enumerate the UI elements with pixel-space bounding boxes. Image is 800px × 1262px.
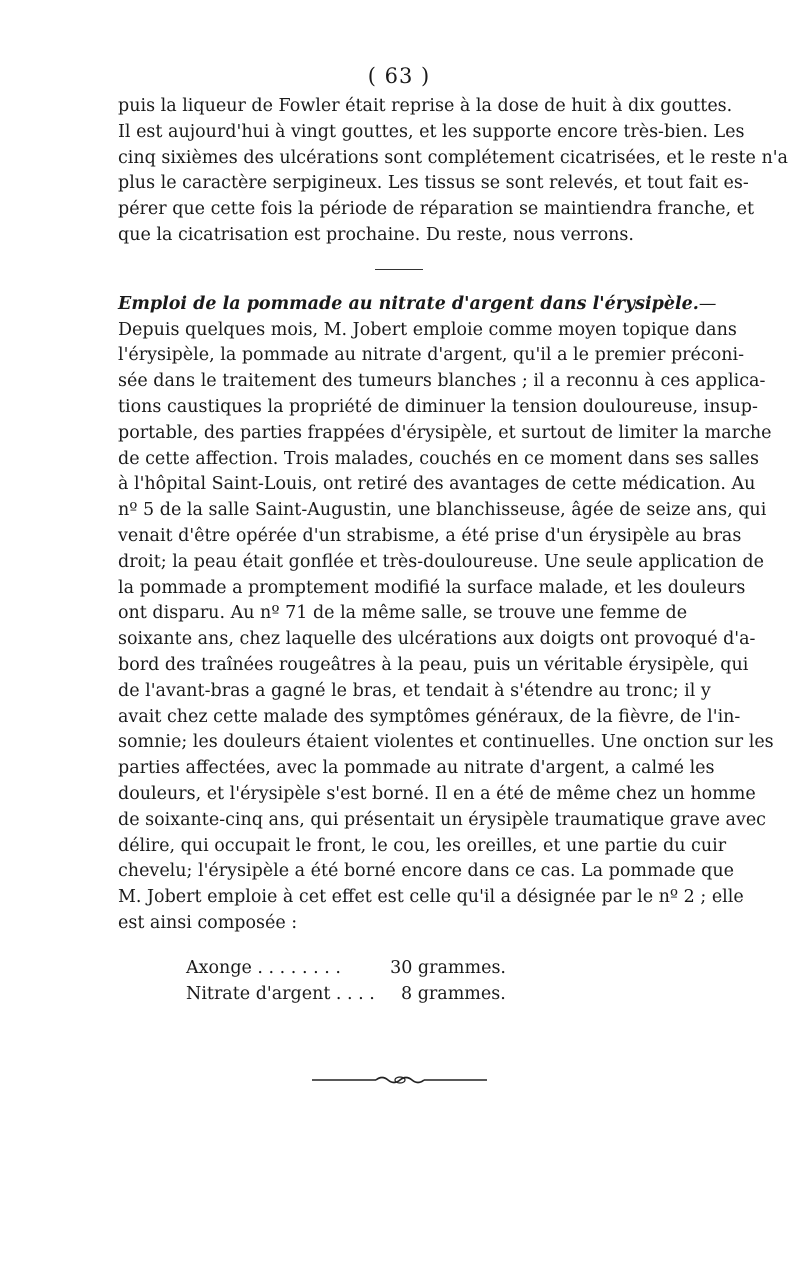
text-line: que la cicatrisation est prochaine. Du reste, nous verrons. bbox=[118, 224, 634, 245]
text-line: cinq sixièmes des ulcérations sont complétement cicatrisées, et le reste n'a bbox=[118, 147, 788, 168]
text-line: nº 5 de la salle Saint-Augustin, une blanchisseuse, âgée de seize ans, qui bbox=[118, 500, 767, 521]
text-line: chevelu; l'érysipèle a été borné encore dans ce cas. La pommade que bbox=[118, 861, 734, 882]
section-heading bbox=[118, 292, 717, 318]
formula-table bbox=[186, 955, 680, 1007]
text-line: parties affectées, avec la pommade au nitrate d'argent, a calmé les bbox=[118, 758, 715, 779]
text-line: Il est aujourd'hui à vingt gouttes, et les supporte encore très-bien. Les bbox=[118, 121, 745, 142]
text-line: douleurs, et l'érysipèle s'est borné. Il en a été de même chez un homme bbox=[118, 783, 756, 804]
text-line: portable, des parties frappées d'érysipèle, et surtout de limiter la marche bbox=[118, 422, 772, 443]
ingredient-quantity: 8 grammes. bbox=[401, 983, 506, 1004]
text-line: de cette affection. Trois malades, couchés en ce moment dans ses salles bbox=[118, 448, 759, 469]
text-line: droit; la peau était gonflée et très-douloureuse. Une seule application de bbox=[118, 551, 764, 572]
text-line: la pommade a promptement modifié la surface malade, et les douleurs bbox=[118, 577, 746, 598]
text-line: tions caustiques la propriété de diminuer la tension douloureuse, insup- bbox=[118, 396, 758, 417]
text-line: somnie; les douleurs étaient violentes et continuelles. Une onction sur les bbox=[118, 732, 774, 753]
text-line: pérer que cette fois la période de réparation se maintiendra franche, et bbox=[118, 199, 755, 220]
text-line: l'érysipèle, la pommade au nitrate d'argent, qu'il a le premier préconi- bbox=[118, 345, 745, 366]
section-title: Emploi de la pommade au nitrate d'argent dans l'érysipèle. bbox=[118, 293, 699, 314]
ingredient-name: Axonge . . . . . . . . bbox=[186, 957, 341, 978]
section-separator bbox=[375, 269, 423, 270]
section-dash: — bbox=[698, 293, 717, 314]
page bbox=[118, 62, 788, 1087]
formula-row bbox=[186, 981, 506, 1007]
text-line: de soixante-cinq ans, qui présentait un érysipèle traumatique grave avec bbox=[118, 809, 766, 830]
text-line: est ainsi composée : bbox=[118, 912, 298, 933]
text-line: M. Jobert emploie à cet effet est celle qu'il a désignée par le nº 2 ; elle bbox=[118, 887, 744, 908]
text-line: bord des traînées rougeâtres à la peau, puis un véritable érysipèle, qui bbox=[118, 654, 749, 675]
ingredient-quantity: 30 grammes. bbox=[390, 957, 506, 978]
text-line: plus le caractère serpigineux. Les tissus se sont relevés, et tout fait es- bbox=[118, 173, 749, 194]
intro-paragraph bbox=[118, 94, 788, 249]
text-line: ont disparu. Au nº 71 de la même salle, se trouve une femme de bbox=[118, 603, 688, 624]
text-line: avait chez cette malade des symptômes généraux, de la fièvre, de l'in- bbox=[118, 706, 741, 727]
text-line: puis la liqueur de Fowler était reprise à la dose de huit à dix gouttes. bbox=[118, 96, 733, 116]
section-paragraph bbox=[118, 318, 774, 937]
text-line: Depuis quelques mois, M. Jobert emploie comme moyen topique dans bbox=[118, 319, 737, 340]
text-line: de l'avant-bras a gagné le bras, et tendait à s'étendre au tronc; il y bbox=[118, 680, 711, 701]
ingredient-name: Nitrate d'argent . . . . bbox=[186, 983, 375, 1004]
text-line: délire, qui occupait le front, le cou, les oreilles, et une partie du cuir bbox=[118, 835, 727, 856]
text-line: soixante ans, chez laquelle des ulcérations aux doigts ont provoqué d'a- bbox=[118, 629, 756, 650]
text-line: venait d'être opérée d'un strabisme, a été prise d'un érysipèle au bras bbox=[118, 525, 742, 546]
formula-row bbox=[186, 955, 506, 981]
text-line: à l'hôpital Saint-Louis, ont retiré des avantages de cette médication. Au bbox=[118, 474, 756, 495]
page-number: ( 63 ) bbox=[367, 64, 431, 88]
text-line: sée dans le traitement des tumeurs blanches ; il a reconnu à ces applica- bbox=[118, 371, 766, 392]
fleuron-ornament bbox=[312, 1073, 487, 1087]
